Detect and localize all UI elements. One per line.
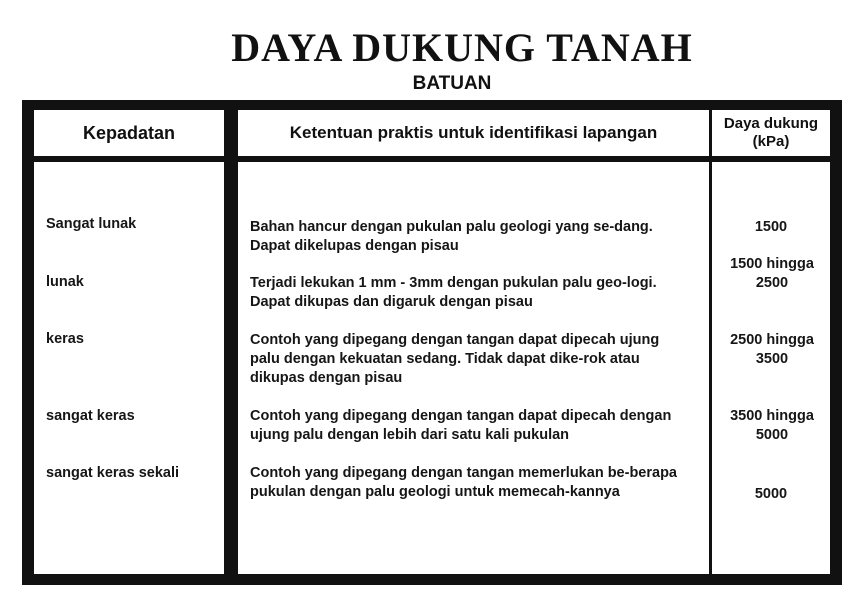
density-cell: Sangat lunak: [46, 216, 137, 232]
density-cell: sangat keras sekali: [46, 465, 180, 481]
capacity-cell: 5000: [754, 486, 788, 502]
density-cell: sangat keras: [46, 408, 135, 424]
column-header-identification: Ketentuan praktis untuk identifikasi lapangan: [238, 110, 709, 156]
description-cell: Contoh yang dipegang dengan tangan dapat dipecah ujung palu dengan kekuatan sedang. Tidak dapat dike-rok atau dikupas dengan pisau: [250, 332, 660, 386]
capacity-cell: 1500: [754, 219, 788, 235]
density-cell: lunak: [46, 274, 84, 290]
page-title: DAYA DUKUNG TANAH: [231, 25, 693, 70]
column-header-density: Kepadatan: [34, 110, 224, 156]
capacity-cell: 2500 hingga 3500: [730, 332, 814, 367]
description-cell: Contoh yang dipegang dengan tangan dapat dipecah dengan ujung palu dengan lebih dari satu kali pukulan: [250, 408, 672, 443]
capacity-cell: 3500 hingga 5000: [730, 408, 814, 443]
description-cell: Terjadi lekukan 1 mm - 3mm dengan pukulan palu geo-logi. Dapat dikupas dan digaruk dengan pisau: [250, 275, 657, 310]
description-cell: Bahan hancur dengan pukulan palu geologi yang se-dang. Dapat dikelupas dengan pisau: [250, 219, 653, 254]
page-subtitle: BATUAN: [412, 73, 492, 94]
description-cell: Contoh yang dipegang dengan tangan memerlukan be-berapa pukulan dengan palu geologi untuk memecah-kannya: [250, 465, 677, 500]
column-header-capacity-label: Daya dukung (kPa): [723, 115, 819, 150]
capacity-cell: 1500 hingga 2500: [730, 256, 814, 291]
density-cell: keras: [46, 331, 84, 347]
